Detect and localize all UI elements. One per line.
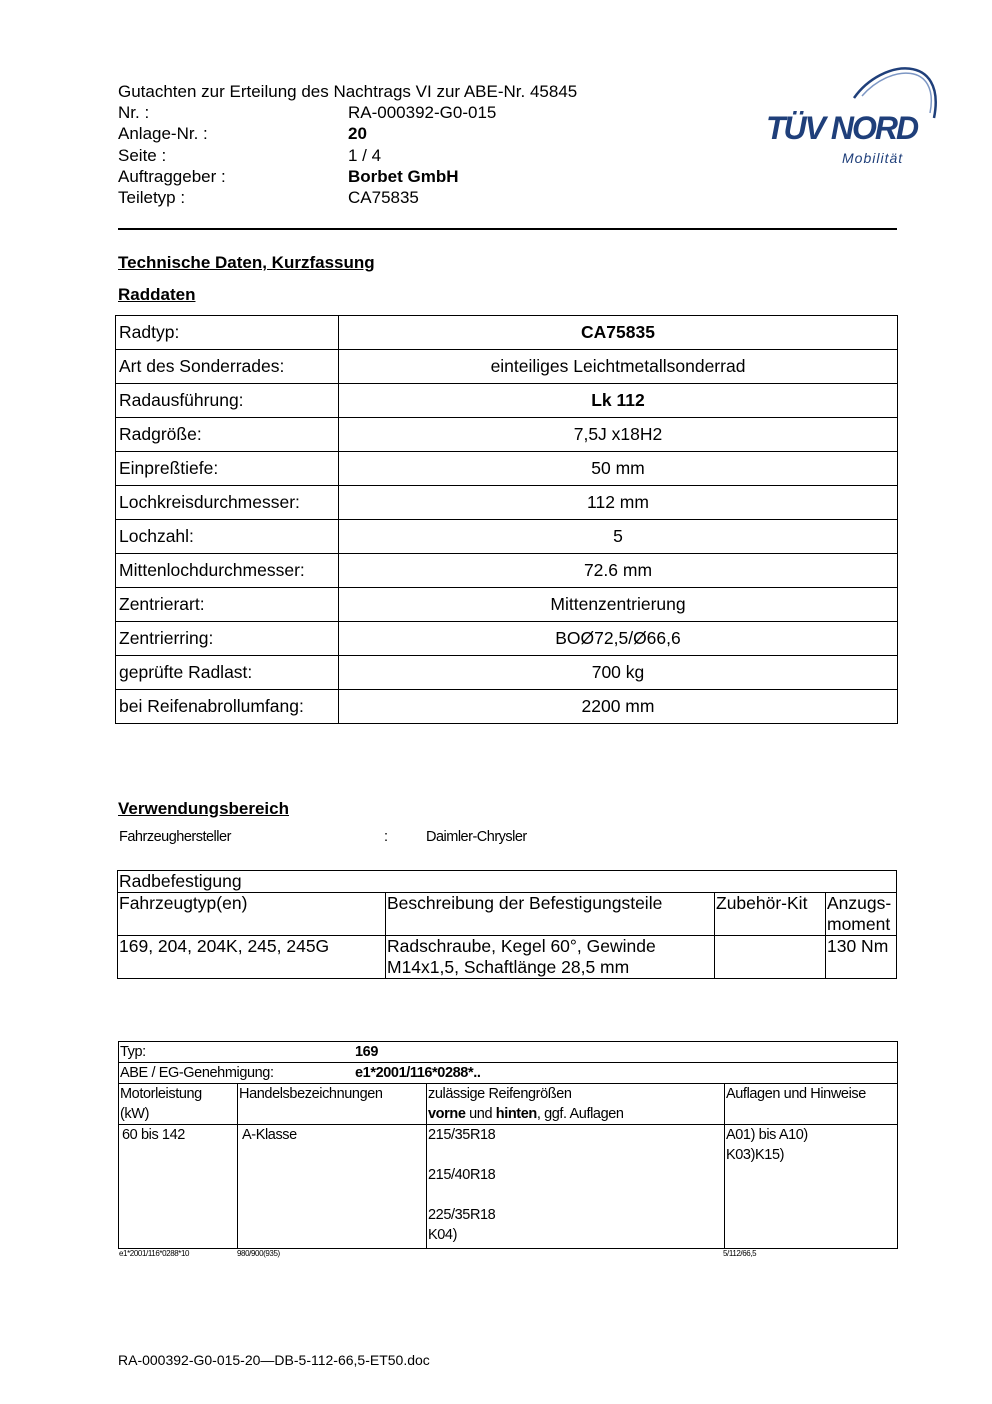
header-field-label: Seite : [118, 145, 167, 165]
wheel-row-value: BOØ72,5/Ø66,6 [339, 622, 898, 656]
wheel-row [116, 486, 898, 520]
wheel-row [116, 418, 898, 452]
wheel-row-label: Radtyp: [116, 316, 339, 350]
wheel-row-value: 2200 mm [339, 690, 898, 724]
mount-header-cell: Zubehör-Kit [715, 893, 826, 936]
wheel-data-table [115, 315, 898, 724]
footer-filename: RA-000392-G0-015-20—DB-5-112-66,5-ET50.doc [118, 1352, 430, 1368]
abe-label: ABE / EG-Genehmigung: [120, 1065, 274, 1081]
hersteller-label: Fahrzeughersteller [119, 829, 231, 845]
abe-value: e1*2001/116*0288*.. [355, 1065, 481, 1081]
wheel-row-label: Mittenlochdurchmesser: [116, 554, 339, 588]
logo-brand: TÜV NORD [766, 110, 918, 146]
vehicle-table [118, 1041, 898, 1249]
wheel-row-label: Lochkreisdurchmesser: [116, 486, 339, 520]
wheel-row-label: Zentrierring: [116, 622, 339, 656]
wheel-row [116, 690, 898, 724]
col-auflagen: Auflagen und Hinweise [725, 1084, 898, 1125]
header-field-value: CA75835 [348, 188, 419, 208]
mount-cell [715, 936, 826, 979]
wheel-row-value: Mittenzentrierung [339, 588, 898, 622]
wheel-row-value: 50 mm [339, 452, 898, 486]
wheel-row-value: einteiliges Leichtmetallsonderrad [339, 350, 898, 384]
wheel-row-value: CA75835 [339, 316, 898, 350]
wheel-row-value: 112 mm [339, 486, 898, 520]
header-field-label: Nr. : [118, 103, 150, 122]
header-field-value: Borbet GmbH [348, 166, 459, 186]
mount-cell: 130 Nm [826, 936, 897, 979]
footnote: e1*2001/116*0288*10 [119, 1249, 190, 1258]
typ-value: 169 [355, 1044, 378, 1060]
header-field-value: 1 / 4 [348, 145, 382, 165]
header-field-label: Teiletyp : [118, 188, 186, 208]
mount-cell: Radschraube, Kegel 60°, Gewinde M14x1,5, Schaftlänge 28,5 mm [386, 936, 715, 979]
footnote: 5/112/66,5 [723, 1249, 757, 1258]
header-field-value: 20 [348, 124, 367, 144]
col-reifen-line1: zulässige Reifengrößen [428, 1086, 572, 1102]
wheel-row-value: Lk 112 [339, 384, 898, 418]
auflagen-cell: A01) bis A10) K03)K15) [725, 1125, 898, 1249]
reifen-cell: 215/35R18 215/40R18 225/35R18 K04) [427, 1125, 725, 1249]
header-field-value: RA-000392-G0-015 [348, 103, 497, 122]
header-field-label: Anlage-Nr. : [118, 124, 208, 144]
wheel-row [116, 384, 898, 418]
wheel-row-value: 72.6 mm [339, 554, 898, 588]
tuev-nord-logo [762, 58, 942, 173]
mount-header-cell: Fahrzeugtyp(en) [118, 893, 386, 936]
col-reifen-end: , ggf. Auflagen [536, 1106, 624, 1122]
wheel-row-label: Zentrierart: [116, 588, 339, 622]
wheel-row-value: 7,5J x18H2 [339, 418, 898, 452]
hersteller-colon: : [384, 829, 389, 845]
handel-cell: A-Klasse [238, 1125, 427, 1249]
mount-header-cell: Beschreibung der Befestigungsteile [386, 893, 715, 936]
wheel-mounting-table [117, 870, 897, 979]
mount-header-cell: Anzugs- moment [826, 893, 897, 936]
vehicle-header-row [119, 1084, 898, 1125]
wheel-row [116, 520, 898, 554]
wheel-row [116, 622, 898, 656]
col-handel: Handelsbezeichnungen [238, 1084, 427, 1125]
wheel-row-label: bei Reifenabrollumfang: [116, 690, 339, 724]
report-title: Gutachten zur Erteilung des Nachtrags VI zur ABE-Nr. 45845 [118, 82, 578, 101]
col-reifen-hinten: hinten [495, 1106, 537, 1122]
hersteller-value: Daimler-Chrysler [426, 829, 527, 845]
vehicle-data-row [119, 1125, 898, 1249]
header-divider [118, 228, 897, 230]
wheel-row-label: Art des Sonderrades: [116, 350, 339, 384]
col-motor: Motorleistung (kW) [119, 1084, 238, 1125]
wheel-row-value: 700 kg [339, 656, 898, 690]
col-reifen-und: und [465, 1106, 496, 1122]
wheel-row-label: geprüfte Radlast: [116, 656, 339, 690]
logo-subtitle: Mobilität [842, 150, 904, 166]
motor-cell: 60 bis 142 [119, 1125, 238, 1249]
typ-label: Typ: [120, 1044, 146, 1060]
wheel-row [116, 554, 898, 588]
header-field-label: Auftraggeber : [118, 166, 226, 186]
wheel-row [116, 316, 898, 350]
section-title: Technische Daten, Kurzfassung [118, 253, 375, 272]
mount-cell: 169, 204, 204K, 245, 245G [118, 936, 386, 979]
wheel-row-label: Lochzahl: [116, 520, 339, 554]
mount-header-row [118, 893, 897, 936]
mount-data-row [118, 936, 897, 979]
footnote: 980/900(935) [237, 1249, 280, 1258]
mount-title: Radbefestigung [118, 871, 897, 893]
wheel-row [116, 656, 898, 690]
wheel-row-label: Einpreßtiefe: [116, 452, 339, 486]
wheel-row [116, 588, 898, 622]
wheel-row-label: Radgröße: [116, 418, 339, 452]
verwendung-heading: Verwendungsbereich [118, 799, 289, 818]
raddaten-heading: Raddaten [118, 285, 196, 304]
col-reifen [427, 1084, 725, 1125]
wheel-row-label: Radausführung: [116, 384, 339, 418]
wheel-row-value: 5 [339, 520, 898, 554]
col-reifen-vorne: vorne [428, 1106, 466, 1122]
wheel-row [116, 350, 898, 384]
wheel-row [116, 452, 898, 486]
